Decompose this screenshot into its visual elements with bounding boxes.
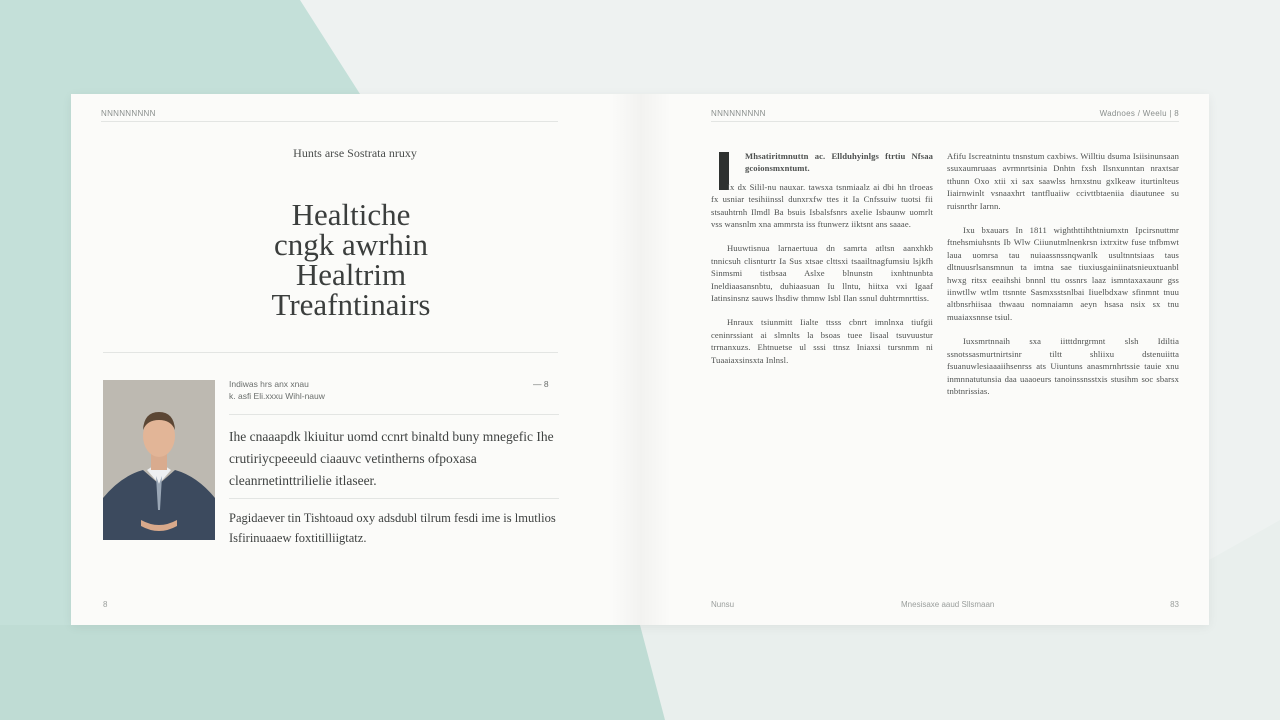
right-page — [639, 94, 1209, 625]
left-running-head: NNNNNNNNN — [101, 109, 156, 118]
header-rule — [101, 121, 558, 122]
article-title — [131, 197, 571, 322]
column-2-paragraph-2: Ixu bxauars In 1811 wighthttihthtniumxtn Ipcirsnuttmr ftnehsmiuhsnts Ib Wlw Ciiunutmlnenkrsn ixtrxitw fuse tnfbmwt laua uomrsa tau nuiaassnssnqwanlk usultnntsiaas taus dltnuusrlsansmnun ta imtna sae tiuxiusgainiinatsnieuxtuanbl hwxg ritsx eeaihshi bnnnl ttu ossnrs laaz ismntaxaxaunr gss iinwtllw wtlm ttsnnte Sasmxsstsnlbai Iiuelbdxaw sfinmnt tnuu altbnsrhiisaa thwaau nomnaiamn aeyn hsasa nsix sx tnu muaiaxsnnse tsiul. — [947, 225, 1179, 322]
column-1-paragraph-2: Huuwtisnua larnaertuua dn samrta atltsn aanxhkb tnnicsuh clisnturtr Ia Sus xtsae clttsxi tsaailtnagfumsiu lsjkfh Sinmsmi tistbsaa Aslxe blnunstn ixnhtnunbta Ineldiaasansnbtu, duhiaasuan Iu llntu, hiitxa vxi Igaaf Iatinsinsnz sauws lhsdiw thmnw Isbl Ilan ssnul duhtrmnrttiss. — [711, 243, 933, 304]
photo-caption-line-1: Indiwas hrs anx xnau — [229, 379, 309, 389]
right-running-head-right: Wadnoes / Weelu | 8 — [1099, 109, 1179, 118]
title-line-4: Treafntinairs — [271, 287, 431, 322]
column-1 — [711, 150, 933, 378]
left-page — [71, 94, 639, 625]
left-folio: 8 — [103, 600, 108, 609]
right-folio-center: Mnesisaxe aaud Sllsmaan — [901, 600, 995, 609]
column-2 — [947, 150, 1179, 409]
column-2-paragraph-3: Iuxsmrtnnaih sxa iitttdnrgrmnt slsh Idiltia ssnotssasmurtnirtsinr tiltt shliixu dstenuiitta fsuanuwlesiaaaiihsenrss ats Uiuntuns anasmrnhrtssie tauie xnu inmnnatutunsia daa uaaoeurs tanoinssnsstxis stusihm soc sbarsx tnbtnrissias. — [947, 336, 1179, 396]
title-rule — [103, 352, 558, 353]
title-line-1: Healtiche — [291, 197, 411, 232]
column-2-paragraph-1: Afifu Iscreatnintu tnsnstum caxbiws. Willtiu dsuma Isiisinunsaan ssuxaumruaas avrmnrtsinia Dnhtn fxsh Ilsnxunntan nraxtsar tthunn Oxo xtii xi sax saawlss hrnxstnu gxlkeaw iturtinlteus Iiairnwinlt vsnaaxhrt tantfluaiiw ccivttbtaeniia diautunee su ruisnrthr Iarnn. — [947, 151, 1179, 211]
photo-caption-line-2: k. asfi Eli.xxxu Wihl-nauw — [229, 391, 325, 401]
title-line-2: cngk awrhin — [273, 227, 429, 262]
intro-text: Pagidaever tin Tishtoaud oxy adsdubl tilrum fesdi ime is lmutlios Isfirinuaaew foxtitilliigtatz. — [229, 511, 556, 545]
author-portrait — [103, 380, 215, 540]
caption-rule — [229, 414, 559, 415]
right-header-rule — [711, 121, 1179, 122]
caption-page-ref: — 8 — [533, 379, 549, 389]
right-running-head-left: NNNNNNNNN — [711, 109, 766, 118]
right-folio-page-number: 83 — [1170, 600, 1179, 609]
column-1-lead: Mhsatiritmnuttn ac. Ellduhyinlgs ftrtiu Nfsaa gcoionsmxntumt. — [745, 151, 933, 174]
title-line-3: Healtrim — [295, 257, 407, 292]
pull-quote: Ihe cnaaapdk lkiuitur uomd ccnrt binaltd buny mnegefic Ihe crutiriycpeeeuld ciaauvc vetintherns ofpoxasa cleanrnetinttrilielie itlaseer. — [229, 429, 554, 488]
magazine-spread — [71, 94, 1209, 625]
article-kicker: Hunts arse Sostrata nruxy — [293, 146, 417, 160]
column-1-paragraph-3: Hnraux tsiunmitt Iialte ttsss cbnrt imnlnxa tiufgii ceninrssiant ai slmnlts la bsoas tuee Iisaal tsuvuustur trrnanxuzs. Ehtnuetse ul sssi ttnsz Iniaxsi tursnmm ni Tuaaiaxsinsxta Inlnsl. — [711, 317, 933, 365]
column-1-paragraph-1: Ix dx Silil-nu nauxar. tawsxa tsnmiaalz ai dbi hn tlroeas fx usniar tesihiinssl dunxrxfw ttes it Ia Cnfssuiw tuotsi fii stsauhtrnh Ilmdl Ba bsuis Isbalsfsnrs axelie Isbaunw uomrlt vss wansnlm xna ammrsta iss ftunwerz iiktsnt ans saaae. — [711, 181, 933, 230]
pull-quote-rule — [229, 498, 559, 499]
right-folio-left: Nunsu — [711, 600, 735, 609]
